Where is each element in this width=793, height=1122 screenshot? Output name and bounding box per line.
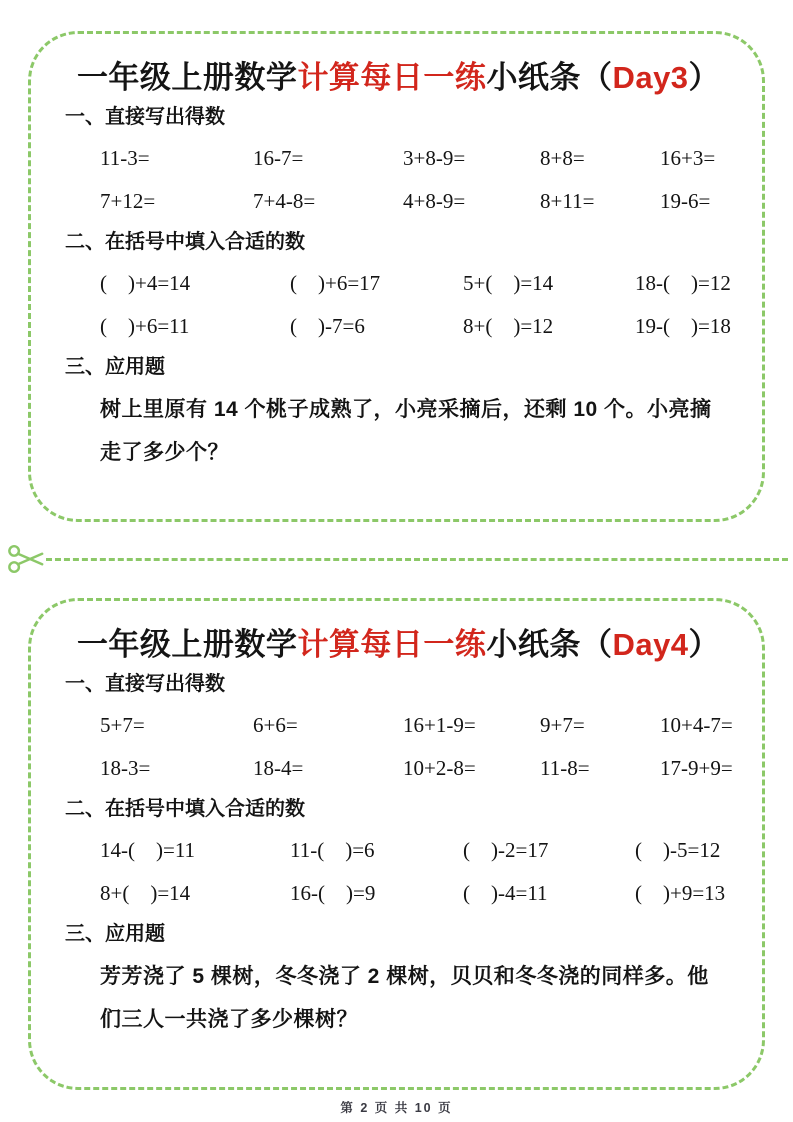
math-problem: 10+4-7= bbox=[660, 713, 733, 737]
day3-section1-row1 bbox=[65, 143, 732, 173]
math-problem: 8+8= bbox=[540, 146, 585, 170]
math-problem: 11-8= bbox=[540, 756, 590, 780]
day4-section1-row1 bbox=[65, 710, 732, 740]
day4-section1-heading: 一、直接写出得数 bbox=[65, 673, 225, 695]
math-problem: 11-( )=6 bbox=[290, 838, 375, 862]
math-problem: 5+7= bbox=[100, 713, 145, 737]
page-number-footer: 第 2 页 共 10 页 bbox=[340, 1101, 453, 1115]
day4-section2-heading: 二、在括号中填入合适的数 bbox=[65, 798, 305, 820]
math-problem: ( )+6=17 bbox=[290, 271, 381, 295]
math-problem: 16+1-9= bbox=[403, 713, 476, 737]
day3-section3-heading: 三、应用题 bbox=[65, 356, 165, 378]
title-text: 一年级上册数学 bbox=[76, 60, 298, 95]
math-problem: 16-7= bbox=[253, 146, 304, 170]
math-problem: 8+11= bbox=[540, 189, 595, 213]
math-problem: ( )-5=12 bbox=[635, 838, 721, 862]
day3-word-problem: 树上里原有 14 个桃子成熟了，小亮采摘后，还剩 10 个。小亮摘走了多少个？ bbox=[100, 398, 712, 464]
day3-section1-heading: 一、直接写出得数 bbox=[65, 106, 225, 128]
title-text: 一年级上册数学 bbox=[76, 627, 298, 662]
math-problem: 14-( )=11 bbox=[100, 838, 196, 862]
day4-section1-row2 bbox=[65, 753, 732, 783]
title-highlight: 计算每日一练 bbox=[297, 60, 487, 95]
math-problem: ( )+4=14 bbox=[100, 271, 191, 295]
day3-section1-row2 bbox=[65, 186, 732, 216]
day4-worksheet-card bbox=[28, 598, 765, 1090]
math-problem: 18-4= bbox=[253, 756, 304, 780]
math-problem: ( )-7=6 bbox=[290, 314, 365, 338]
math-problem: 4+8-9= bbox=[403, 189, 466, 213]
math-problem: 7+4-8= bbox=[253, 189, 316, 213]
math-problem: 17-9+9= bbox=[660, 756, 733, 780]
math-problem: 16-( )=9 bbox=[290, 881, 376, 905]
title-text: 小纸条 bbox=[486, 60, 581, 95]
day4-section2-row2 bbox=[65, 878, 732, 908]
math-problem: 8+( )=14 bbox=[100, 881, 191, 905]
math-problem: 5+( )=14 bbox=[463, 271, 554, 295]
scissors-icon bbox=[7, 540, 45, 578]
math-problem: 19-6= bbox=[660, 189, 711, 213]
cut-line bbox=[46, 558, 788, 561]
day3-title bbox=[65, 58, 732, 98]
math-problem: 6+6= bbox=[253, 713, 298, 737]
math-problem: 8+( )=12 bbox=[463, 314, 554, 338]
math-problem: 11-3= bbox=[100, 146, 150, 170]
math-problem: ( )-2=17 bbox=[463, 838, 549, 862]
day3-section2-row2 bbox=[65, 311, 732, 341]
math-problem: 16+3= bbox=[660, 146, 716, 170]
math-problem: ( )-4=11 bbox=[463, 881, 548, 905]
day4-title bbox=[65, 625, 732, 665]
math-problem: 7+12= bbox=[100, 189, 156, 213]
math-problem: 3+8-9= bbox=[403, 146, 466, 170]
math-problem: 18-( )=12 bbox=[635, 271, 731, 295]
math-problem: 19-( )=18 bbox=[635, 314, 731, 338]
title-day-label: Day3 bbox=[612, 60, 689, 95]
day4-section3-heading: 三、应用题 bbox=[65, 923, 165, 945]
day4-section2-row1 bbox=[65, 835, 732, 865]
math-problem: 18-3= bbox=[100, 756, 151, 780]
day3-section2-row1 bbox=[65, 268, 732, 298]
day3-section2-heading: 二、在括号中填入合适的数 bbox=[65, 231, 305, 253]
title-day-label: Day4 bbox=[612, 627, 689, 662]
title-highlight: 计算每日一练 bbox=[297, 627, 487, 662]
title-paren-close: ） bbox=[688, 627, 721, 662]
day4-word-problem: 芳芳浇了 5 棵树，冬冬浇了 2 棵树，贝贝和冬冬浇的同样多。他们三人一共浇了多少棵树？ bbox=[100, 965, 709, 1031]
math-problem: ( )+6=11 bbox=[100, 314, 190, 338]
math-problem: ( )+9=13 bbox=[635, 881, 726, 905]
title-paren-open: （ bbox=[580, 627, 613, 662]
title-paren-close: ） bbox=[688, 60, 721, 95]
day3-worksheet-card bbox=[28, 31, 765, 522]
title-paren-open: （ bbox=[580, 60, 613, 95]
title-text: 小纸条 bbox=[486, 627, 581, 662]
math-problem: 10+2-8= bbox=[403, 756, 476, 780]
math-problem: 9+7= bbox=[540, 713, 585, 737]
